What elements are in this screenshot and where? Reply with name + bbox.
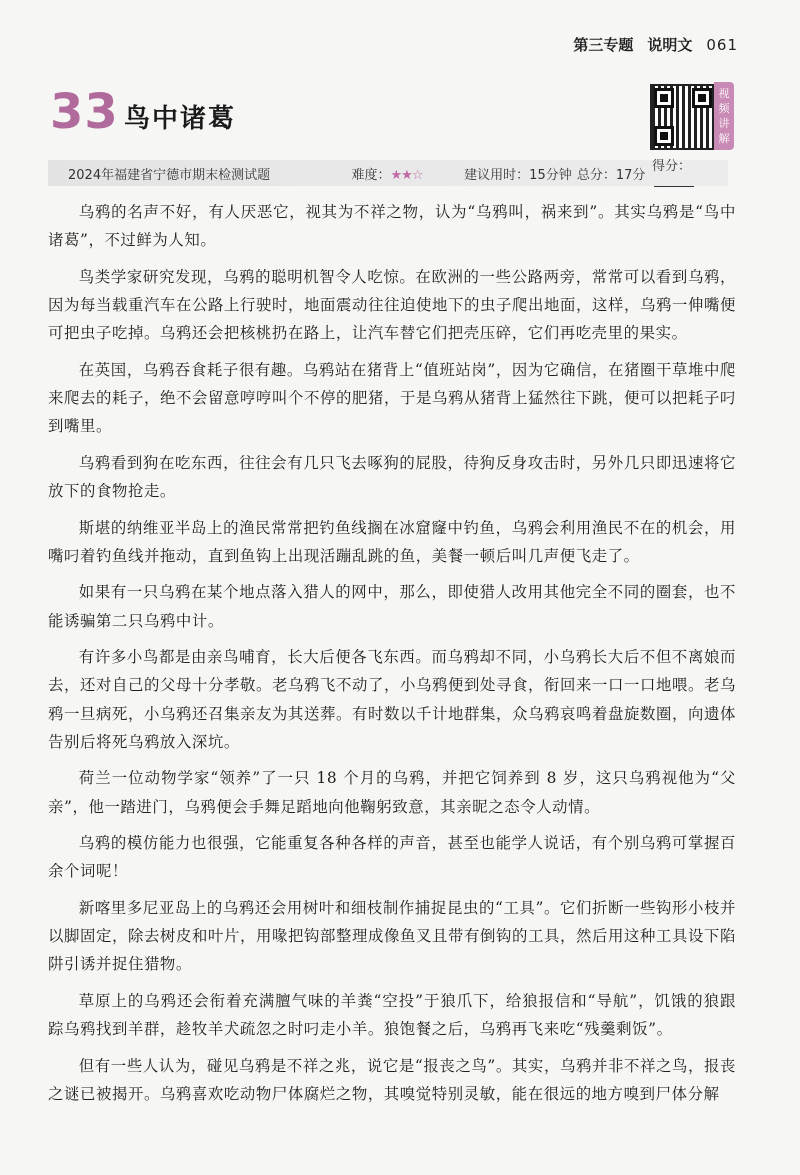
paragraph: 在英国，乌鸦吞食耗子很有趣。乌鸦站在猪背上“值班站岗”，因为它确信，在猪圈干草堆中爬来爬去的耗子，绝不会留意哼哼叫个不停的肥猪，于是乌鸦从猪背上猛然往下跳，便可以把耗子叼到嘴里。 — [48, 360, 736, 436]
paragraph: 如果有一只乌鸦在某个地点落入猎人的网中，那么，即使猎人改用其他完全不同的圈套，也不能诱骗第二只乌鸦中计。 — [48, 583, 736, 630]
qr-code[interactable] — [650, 84, 716, 150]
paragraph: 荷兰一位动物学家“领养”了一只 18 个月的乌鸦，并把它饲养到 8 岁，这只乌鸦视他为“父亲”，他一踏进门，乌鸦便会手舞足蹈地向他鞠躬致意，其亲昵之态令人动情。 — [48, 769, 736, 816]
paragraph: 斯堪的纳维亚半岛上的渔民常常把钓鱼线搁在冰窟窿中钓鱼，乌鸦会利用渔民不在的机会，用嘴叼着钓鱼线并拖动，直到鱼钩上出现活蹦乱跳的鱼，美餐一顿后叫几声便飞走了。 — [48, 518, 736, 565]
paragraph: 新喀里多尼亚岛上的乌鸦还会用树叶和细枝制作捕捉昆虫的“工具”。它们折断一些钩形小枝并以脚固定，除去树皮和叶片，用喙把钩部整理成像鱼叉且带有倒钩的工具，然后用这种工具设下陷阱引诱并捉住猎物。 — [48, 898, 736, 974]
suggested-time: 建议用时：15分钟 — [464, 167, 572, 183]
paragraph: 乌鸦的模仿能力也很强，它能重复各种各样的声音，甚至也能学人说话，有个别乌鸦可掌握百余个词呢！ — [48, 834, 736, 881]
difficulty-label: 难度： — [351, 167, 391, 183]
paragraph: 有许多小鸟都是由亲鸟哺育，长大后便各飞东西。而乌鸦却不同，小乌鸦长大后不但不离娘而去，还对自己的父母十分孝敬。老乌鸦飞不动了，小乌鸦便到处寻食，衔回来一口一口地喂。老乌鸦一旦病死，小乌鸦还召集亲友为其送葬。有时数以千计地群集，众乌鸦哀鸣着盘旋数圈，向遗体告别后将死乌鸦放入深坑。 — [48, 648, 736, 751]
difficulty — [352, 164, 465, 183]
running-header — [573, 34, 738, 55]
paragraph: 乌鸦看到狗在吃东西，往往会有几只飞去啄狗的屁股，待狗反身攻击时，另外几只即迅速将它放下的食物抢走。 — [48, 453, 736, 500]
paragraph: 乌鸦的名声不好，有人厌恶它，视其为不祥之物，认为“乌鸦叫，祸来到”。其实乌鸦是“鸟中诸葛”，不过鲜为人知。 — [48, 203, 736, 250]
difficulty-stars: ★★☆ — [390, 167, 423, 183]
exam-source: 2024年福建省宁德市期末检测试题 — [68, 167, 271, 183]
article-body — [48, 198, 736, 1117]
total-score: 总分：17分 — [576, 167, 646, 183]
video-explain-tab[interactable]: 视频讲解 — [714, 82, 734, 150]
exam-info-bar — [48, 160, 728, 186]
lesson-title: 鸟中诸葛 — [124, 104, 237, 134]
paragraph: 但有一些人认为，碰见乌鸦是不祥之兆，说它是“报丧之鸟”。其实，乌鸦并非不祥之鸟，报丧之谜已被揭开。乌鸦喜欢吃动物尸体腐烂之物，其嗅觉特别灵敏，能在很远的地方嗅到尸体分解 — [48, 1056, 736, 1103]
genre-label: 说明文 — [647, 36, 693, 54]
paragraph: 草原上的乌鸦还会衔着充满膻气味的羊粪“空投”于狼爪下，给狼报信和“导航”，饥饿的狼跟踪乌鸦找到羊群，趁牧羊犬疏忽之时叼走小羊。狼饱餐之后，乌鸦再飞来吃“残羹剩饭”。 — [48, 991, 736, 1039]
paragraph: 鸟类学家研究发现，乌鸦的聪明机智令人吃惊。在欧洲的一些公路两旁，常常可以看到乌鸦，因为每当载重汽车在公路上行驶时，地面震动往往迫使地下的虫子爬出地面，这样，乌鸦一伸嘴便可把虫子吃掉。乌鸦还会把核桃扔在路上，让汽车替它们把壳压碎，它们再吃壳里的果实。 — [48, 267, 736, 343]
lesson-number: 33 — [50, 84, 119, 140]
score-label: 得分： — [651, 159, 691, 174]
section-label: 第三专题 — [573, 36, 634, 54]
page-number: 061 — [706, 36, 738, 54]
score-blank[interactable] — [654, 174, 694, 187]
score-field — [652, 155, 728, 191]
